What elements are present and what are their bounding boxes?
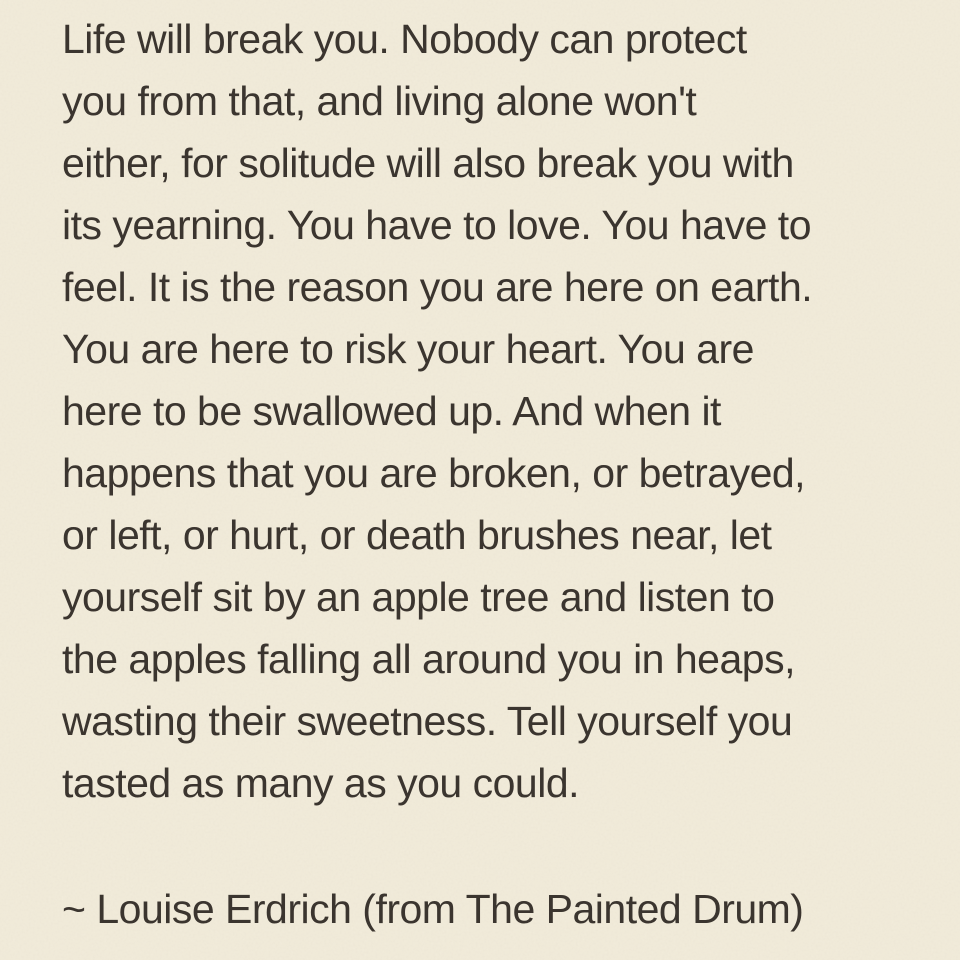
quote-line: or left, or hurt, or death brushes near, let [62,512,772,558]
quote-line: here to be swallowed up. And when it [62,388,721,434]
quote-line: tasted as many as you could. [62,760,580,806]
quote-line: the apples falling all around you in heaps, [62,636,795,682]
quote-line: Life will break you. Nobody can protect [62,16,747,62]
quote-line: You are here to risk your heart. You are [62,326,754,372]
quote-line: its yearning. You have to love. You have to [62,202,811,248]
attribution-text: ~ Louise Erdrich (from The Painted Drum) [62,886,804,932]
quote-line: either, for solitude will also break you with [62,140,794,186]
quote-line: yourself sit by an apple tree and listen to [62,574,775,620]
quote-line: wasting their sweetness. Tell yourself you [62,698,793,744]
quote-line: feel. It is the reason you are here on earth. [62,264,813,310]
quote-line: happens that you are broken, or betrayed, [62,450,806,496]
quote-line: you from that, and living alone won't [62,78,697,124]
